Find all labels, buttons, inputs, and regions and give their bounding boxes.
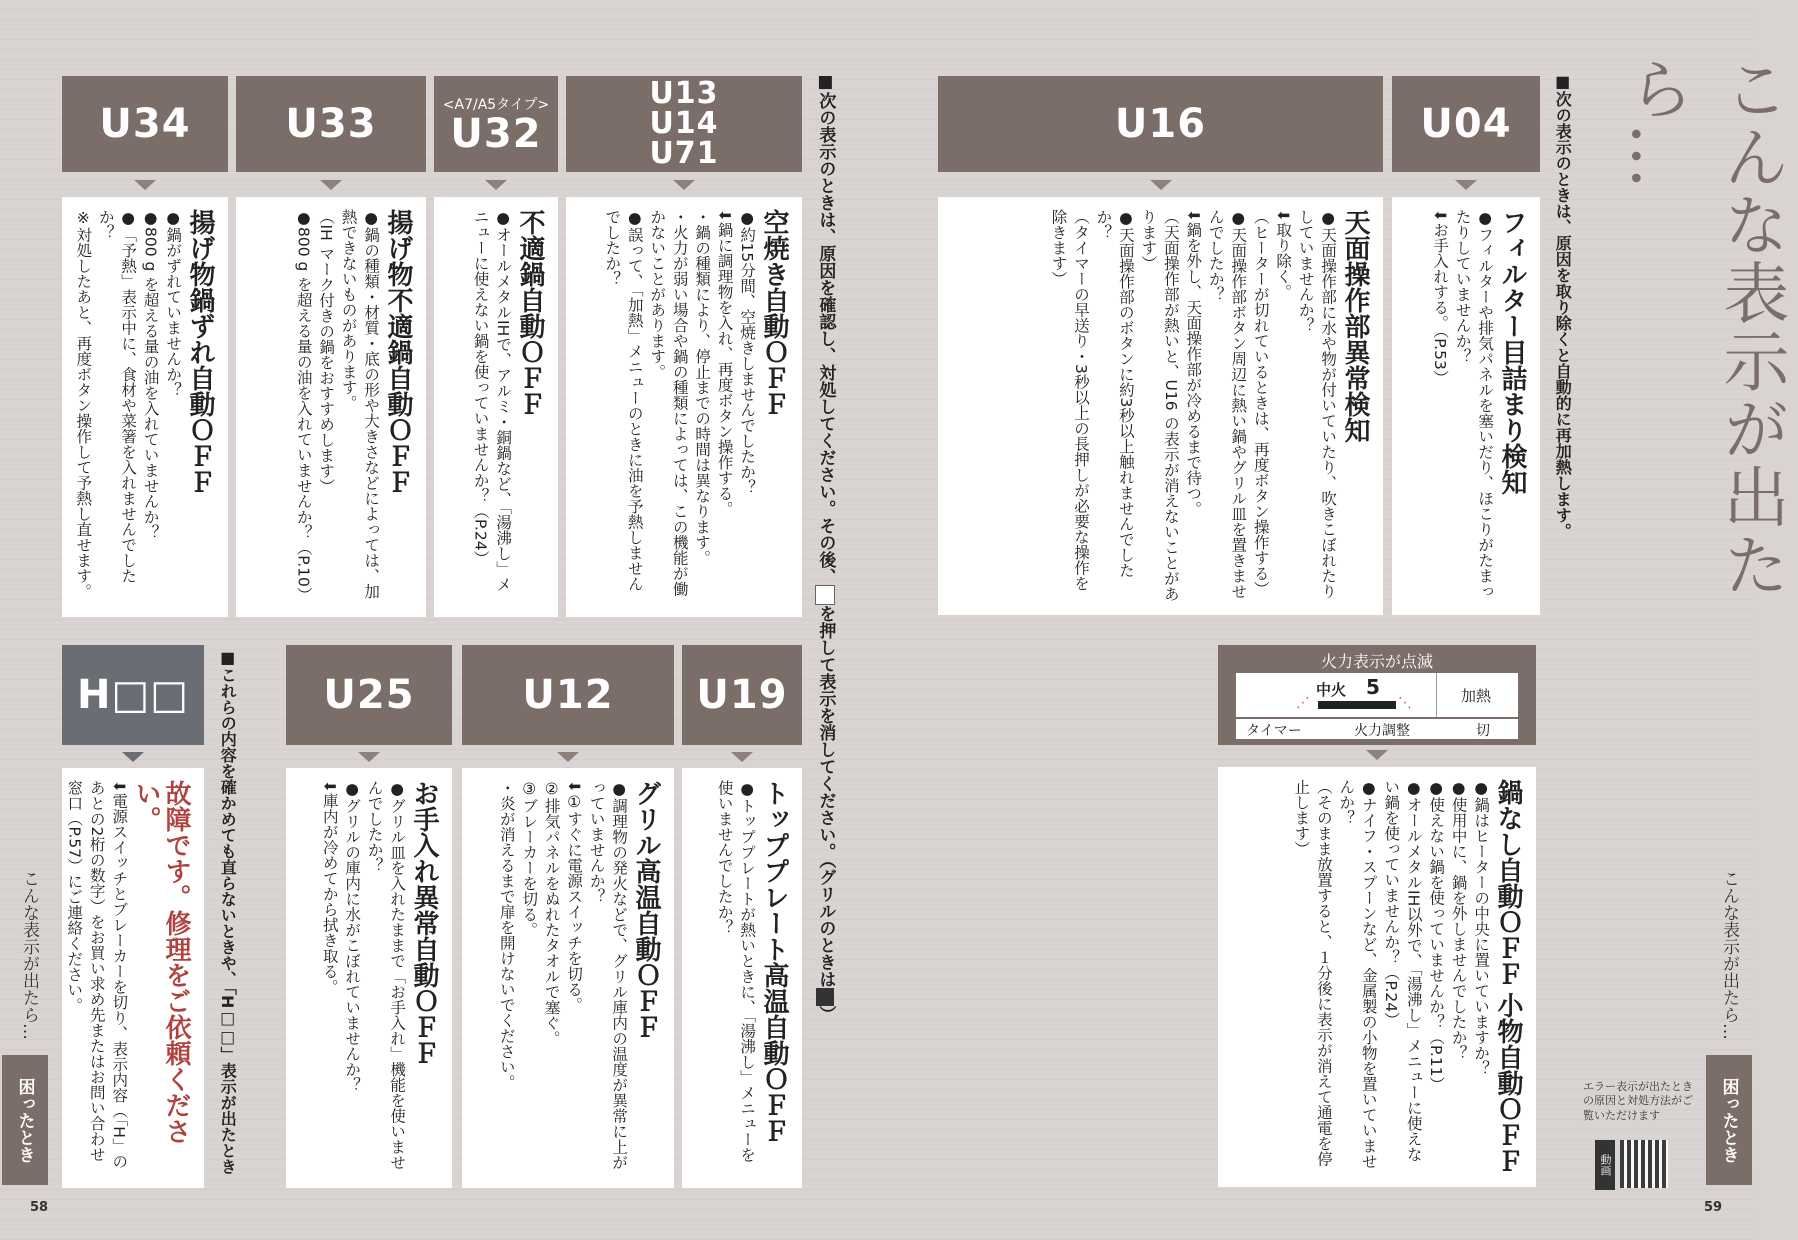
u25-item-2: ●グリルの庫内に水がこぼれていませんか？ (343, 780, 362, 1093)
title-u13: 空焼き自動ＯＦＦ (759, 209, 789, 417)
arrow-down-icon (1455, 180, 1477, 190)
title-u19: トッププレート高温自動ＯＦＦ (759, 780, 789, 1144)
u34-item-4: ※対処したあと、再度ボタン操作して予熱し直せます。 (74, 209, 93, 599)
display-right-label: 加熱 (1461, 687, 1492, 705)
header-h (62, 645, 204, 745)
u13-item-4: ・火力が弱い場合や鍋の種類によっては、この機能が働かないことがあります。 (648, 209, 689, 597)
display-bottom-mid: 火力調整 (1354, 723, 1410, 739)
header-u04 (1392, 76, 1540, 172)
display-level-bar (1318, 701, 1396, 709)
arrow-down-icon (557, 752, 579, 762)
page-number-right: 59 (1704, 1200, 1723, 1215)
code-u71: U71 (649, 136, 719, 171)
header-u19 (682, 645, 802, 745)
card-h (62, 768, 204, 1188)
nabe-item-4: ●オールメタルIH以外で、「湯沸し」メニューに使えない鍋を使っていませんか？（P.24） (1382, 779, 1423, 1162)
u25-item-1: ●グリル皿を入れたままで「お手入れ」機能を使いませんでしたか？ (365, 780, 407, 1170)
card-u13 (566, 197, 802, 617)
u33-item-1: ●鍋の種類・材質・底の形や大きさなどによっては、加熱できないものがあります。 (339, 209, 381, 599)
left-section-heading (815, 72, 835, 1072)
title-u33: 揚げ物不適鍋自動ＯＦＦ (383, 209, 413, 495)
grill-button-icon (816, 988, 834, 1006)
header-u13 (566, 76, 802, 172)
left-heading-part-1: ■次の表示のときは、原因を確認し、対処してください。その後、 (815, 72, 836, 585)
video-note: エラー表示が出たときの原因と対処方法がご覧いただけます (1583, 1080, 1693, 1122)
u16-item-8: （タイマーの早送り・3秒以上の長押しが必要な操作を除きます） (1049, 209, 1090, 591)
u32-item-1: ●オールメタルIHで、アルミ・銅鍋など、「湯沸し」メニューに使えない鍋を使っていませんか？（P.24） (471, 209, 513, 592)
stop-button-icon (815, 585, 835, 605)
u19-item-1: ●トッププレートが熱いときに、「湯沸し」メニューを使いませんでしたか？ (715, 780, 757, 1163)
u16-item-5: ⬇鍋を外し、天面操作部が冷めるまで待つ。 (1184, 209, 1203, 517)
nabe-item-1: ●鍋はヒーターの中央に置いていますか？ (1472, 779, 1491, 1076)
side-label-left: こんな表示が出たら… (19, 870, 39, 1040)
u12-item-5: ・炎が消えるまで扉を開けないでください。 (497, 780, 516, 1090)
title-h: 故障です。修理をご依頼ください。 (131, 780, 191, 1144)
arrow-down-icon (134, 180, 156, 190)
u34-item-2: ●800 g を超える量の油を入れていませんか？ (141, 209, 160, 540)
u16-item-4: ●天面操作部ボタン周辺に熱い鍋やグリル皿を置きませんでしたか？ (1206, 209, 1248, 599)
card-u04 (1392, 197, 1540, 615)
h-item-1: ⬇電源スイッチとブレーカーを切り、表示内容（「H」のあとの2桁の数字）をお買い求め先またはお問い合わせ窓口（P.57）にご連絡ください。 (65, 780, 129, 1169)
u13-item-2: ⬇鍋に調理物を入れ、再度ボタン操作する。 (715, 209, 734, 517)
left-heading-part-3: ） (815, 1005, 836, 1023)
page-number-left: 58 (30, 1200, 49, 1215)
code-u25: U25 (323, 672, 415, 718)
code-u04: U04 (1420, 101, 1512, 147)
card-u16 (938, 197, 1383, 615)
arrow-down-icon (673, 180, 695, 190)
card-u12 (462, 768, 674, 1188)
header-u34 (62, 76, 228, 172)
u13-item-5: ●誤って、「加熱」メニューのときに油を予熱しませんでしたか？ (603, 209, 644, 592)
title-nabe-1: 鍋なし自動ＯＦＦ (1493, 779, 1523, 987)
arrow-down-icon (320, 180, 342, 190)
side-label-right: こんな表示が出たら… (1719, 870, 1739, 1040)
u34-item-3: ●「予熱」表示中に、食材や菜箸を入れませんでしたか？ (96, 209, 138, 584)
arrow-down-icon (358, 752, 380, 762)
code-u33: U33 (285, 101, 377, 147)
side-tab-right[interactable]: 困ったとき (1706, 1055, 1752, 1185)
code-u34: U34 (99, 101, 191, 147)
arrow-down-icon (1366, 750, 1388, 760)
video-badge: 動画 (1595, 1140, 1615, 1190)
display-bottom-right: 切 (1476, 723, 1490, 739)
display-panel (1218, 645, 1536, 745)
u04-item-2: ⬇お手入れする。（P.53） (1431, 209, 1450, 386)
header-u32 (434, 76, 558, 172)
header-u12 (462, 645, 674, 745)
arrow-down-icon (731, 752, 753, 762)
arrow-down-icon (1150, 180, 1172, 190)
code-u14: U14 (649, 106, 719, 141)
u16-item-6: （天面操作部が熱いと、U16 の表示が消えないことがあります） (1139, 209, 1180, 602)
nabe-item-3: ●使えない鍋を使っていませんか？（P.11） (1427, 779, 1446, 1093)
side-tab-left[interactable]: 困ったとき (2, 1055, 48, 1185)
header-u25 (286, 645, 452, 745)
display-screen (1236, 673, 1518, 717)
u12-item-3: ②排気パネルをぬれたタオルで塞ぐ。 (542, 780, 561, 1046)
title-u04: フィルター目詰まり検知 (1497, 209, 1527, 495)
card-u25 (286, 768, 452, 1188)
code-u19: U19 (696, 672, 788, 718)
title-u16: 天面操作部異常検知 (1340, 209, 1370, 443)
nabe-item-6: （そのまま放置すると、１分後に表示が消えて通電を停止します） (1292, 779, 1333, 1167)
divider (1436, 673, 1437, 717)
u12-item-4: ③ブレーカーを切る。 (520, 780, 539, 938)
title-u34: 揚げ物鍋ずれ自動ＯＦＦ (185, 209, 215, 495)
left-heading-part-2: を押して表示を消してください。（グリルのときは (815, 605, 836, 988)
u04-item-1: ●フィルターや排気パネルを塞いだり、ほこりがたまったりしていませんか？ (1453, 209, 1495, 599)
code-u13: U13 (649, 76, 719, 111)
type-u32: <A7/A5タイプ> (442, 97, 550, 113)
header-u16 (938, 76, 1383, 172)
qr-code-icon[interactable] (1620, 1140, 1668, 1188)
u16-item-7: ●天面操作部のボタンに約3秒以上触れませんでしたか？ (1094, 209, 1135, 578)
u25-item-3: ⬇庫内が冷めてから拭き取る。 (320, 780, 339, 995)
u34-item-1: ●鍋がずれていませんか？ (164, 209, 183, 398)
arrow-down-icon (122, 752, 144, 762)
right-section-heading: ■次の表示のときは、原因を取り除くと自動的に再加熱します。 (1553, 72, 1573, 539)
u13-item-3: ・鍋の種類により、停止までの時間は異なります。 (693, 209, 712, 566)
blink-icon: ⋱ (1398, 695, 1412, 711)
code-h: H□□ (76, 672, 190, 718)
card-u19 (682, 768, 802, 1188)
code-u12: U12 (522, 672, 614, 718)
card-nabe (1218, 767, 1536, 1187)
display-level-value: 5 (1366, 675, 1380, 699)
blink-icon: ⋰ (1296, 695, 1310, 711)
title-nabe-2: 小物自動ＯＦＦ (1493, 991, 1523, 1174)
display-bottom-left: タイマー (1246, 723, 1302, 739)
display-bottom-row (1236, 719, 1518, 739)
code-u32: U32 (450, 111, 542, 157)
display-level-label: 中火 (1316, 681, 1347, 699)
title-u32: 不適鍋自動ＯＦＦ (515, 209, 545, 417)
nabe-item-5: ●ナイフ・スプーンなど、金属製の小物を置いていませんか？ (1337, 779, 1378, 1169)
card-u32 (434, 197, 558, 617)
nabe-item-2: ●使用中に、鍋を外しませんでしたか？ (1449, 779, 1468, 1061)
u12-item-1: ●調理物の発火などで、グリル庫内の温度が異常に上がっていませんか？ (587, 780, 629, 1170)
bottom-left-heading: ■これらの内容を確かめても直らないときや、「H□□」表示が出たとき (218, 648, 238, 1175)
code-u16: U16 (1114, 101, 1207, 147)
u13-item-1: ●約15分間、空焼きしませんでしたか？ (738, 209, 757, 495)
u16-item-1: ●天面操作部に水や物が付いていたり、吹きこぼれたりしていませんか？ (1296, 209, 1338, 599)
arrow-down-icon (485, 180, 507, 190)
u16-item-2: ⬇取り除く。 (1274, 209, 1293, 300)
title-u12: グリル高温自動ＯＦＦ (631, 780, 661, 1040)
display-caption: 火力表示が点滅 (1320, 652, 1433, 671)
u33-item-2: （IH マーク付きの鍋をおすすめします） (317, 209, 336, 494)
u12-item-2: ⬇①すぐに電源スイッチを切る。 (565, 780, 584, 1013)
card-u34 (62, 197, 228, 617)
main-title: こんな表示が出たら… (1617, 55, 1789, 599)
card-u33 (236, 197, 426, 617)
title-u25: お手入れ異常自動ＯＦＦ (409, 780, 439, 1066)
u16-item-3: （ヒーターが切れているときは、再度ボタン操作する） (1251, 209, 1270, 597)
header-u33 (236, 76, 426, 172)
u33-item-3: ●800 g を超える量の油を入れていませんか？（P.10） (294, 209, 313, 603)
